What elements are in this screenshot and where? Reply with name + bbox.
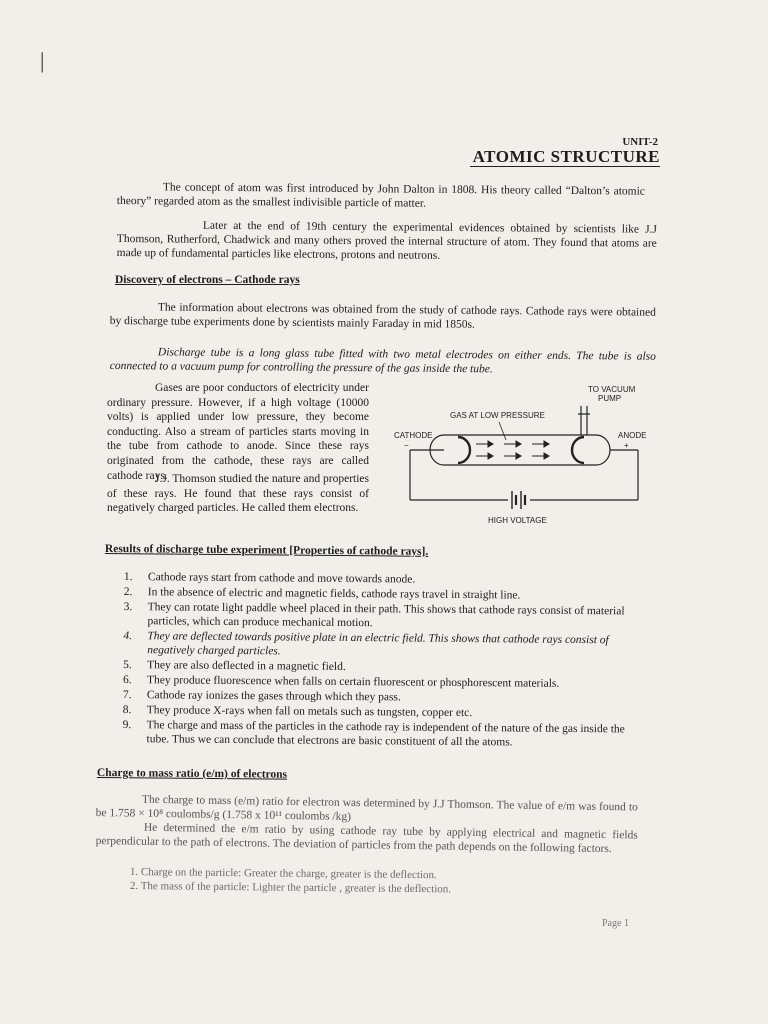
cathode-sign: − <box>404 441 409 450</box>
factor-1: 1. Charge on the particle: Greater the charge, greater is the deflection. <box>129 866 437 882</box>
discharge-tube-diagram <box>384 380 664 530</box>
charge-paragraph-2: He determined the e/m ratio by using cathode ray tube by applying electrical and magnetic fields perpendicular to the path of electrons. The deviation of particles from the path depends on the following factors. <box>95 821 638 856</box>
anode-electrode <box>572 437 584 463</box>
list-item: 3. They can rotate light paddle wheel placed in their path. This shows that cathode rays consist of material particles, which can produce mechanical motion. <box>123 601 625 630</box>
page-number: Page 1 <box>602 918 629 929</box>
vacuum-label-1: TO VACUUM <box>588 385 636 394</box>
list-item: 9. The charge and mass of the particles in the cathode ray is independent of the nature of the gas inside the tube. Thus we can conclude that electrons are basic constituent of all the atoms. <box>122 719 625 749</box>
list-item: 7. Cathode ray ionizes the gases through which they pass. <box>122 689 401 704</box>
battery-icon <box>512 491 525 509</box>
heading-discovery: Discovery of electrons – Cathode rays <box>115 274 300 286</box>
unit-label: UNIT-2 <box>622 136 658 148</box>
anode-label: ANODE <box>618 431 647 440</box>
list-item: 1. Cathode rays start from cathode and move towards anode. <box>123 571 416 586</box>
charge-paragraph-1: The charge to mass (e/m) ratio for electron was determined by J.J Thomson. The value of e/m was found to be 1.758 × 10⁸ coulombs/g (1.758 x 10¹¹ coulombs /kg) <box>95 793 638 824</box>
list-item: 2. In the absence of electric and magnetic fields, cathode rays travel in straight line. <box>123 586 521 602</box>
anode-sign: + <box>624 441 629 450</box>
voltage-label: HIGH VOLTAGE <box>488 516 547 525</box>
vacuum-label-2: PUMP <box>598 394 622 403</box>
tube-right-end <box>596 435 610 465</box>
properties-list <box>118 570 650 752</box>
heading-results: Results of discharge tube experiment [Properties of cathode rays]. <box>104 543 429 558</box>
discovery-paragraph-2: Discharge tube is a long glass tube fitted with two metal electrodes on either ends. The tube is also connected to a vacuum pump for controlling the pressure of the gas inside the tube. <box>109 346 656 376</box>
heading-charge-mass: Charge to mass ratio (e/m) of electrons <box>96 767 288 781</box>
cathode-label: CATHODE <box>394 431 433 440</box>
discovery-paragraph-3: Gases are poor conductors of electricity under ordinary pressure. However, if a high voltage (10000 volts) is applied under low pressure, they become conducting. Also a stream of particles starts moving in the tube from cathode to anode. Since these rays originated from the cathode, these rays are called cathode rays. <box>107 382 369 482</box>
title-underline <box>470 166 660 167</box>
page-title: ATOMIC STRUCTURE <box>472 147 660 166</box>
cathode-ray-arrows <box>476 441 549 459</box>
list-item: 8. They produce X-rays when fall on metals such as tungsten, copper etc. <box>122 704 473 720</box>
list-item: 5. They are also deflected in a magnetic field. <box>123 659 346 673</box>
list-item: 6. They produce fluorescence when falls on certain fluorescent or phosphorescent materials. <box>122 674 560 690</box>
factor-2: 2. The mass of the particle: Lighter the particle , greater is the deflection. <box>129 880 452 896</box>
discovery-paragraph-4: J.J. Thomson studied the nature and properties of these rays. He found that these rays consist of negatively charged particles. He called them electrons. <box>107 473 369 515</box>
list-item: 4. They are deflected towards positive plate in an electric field. This shows that cathode rays consist of negatively charged particles. <box>123 630 609 658</box>
discovery-paragraph-1: The information about electrons was obtained from the study of cathode rays. Cathode rays were obtained by discharge tube experiments done by scientists mainly Faraday in mid 1850s. <box>109 301 656 331</box>
history-paragraph: Later at the end of 19th century the experimental evidences obtained by scientists like J.J Thomson, Rutherford, Chadwick and many others proved the internal structure of atom. They found that atoms are made up of fundamental particles like electrons, protons and neutrons. <box>116 219 657 262</box>
margin-scan-mark: | <box>40 48 45 73</box>
cathode-electrode <box>458 437 470 463</box>
intro-paragraph: The concept of atom was first introduced by John Dalton in 1808. His theory called “Dalton’s atomic theory” regarded atom as the smallest indivisible particle of matter. <box>116 181 645 210</box>
gas-label: GAS AT LOW PRESSURE <box>450 411 545 420</box>
gas-pointer <box>499 422 506 440</box>
